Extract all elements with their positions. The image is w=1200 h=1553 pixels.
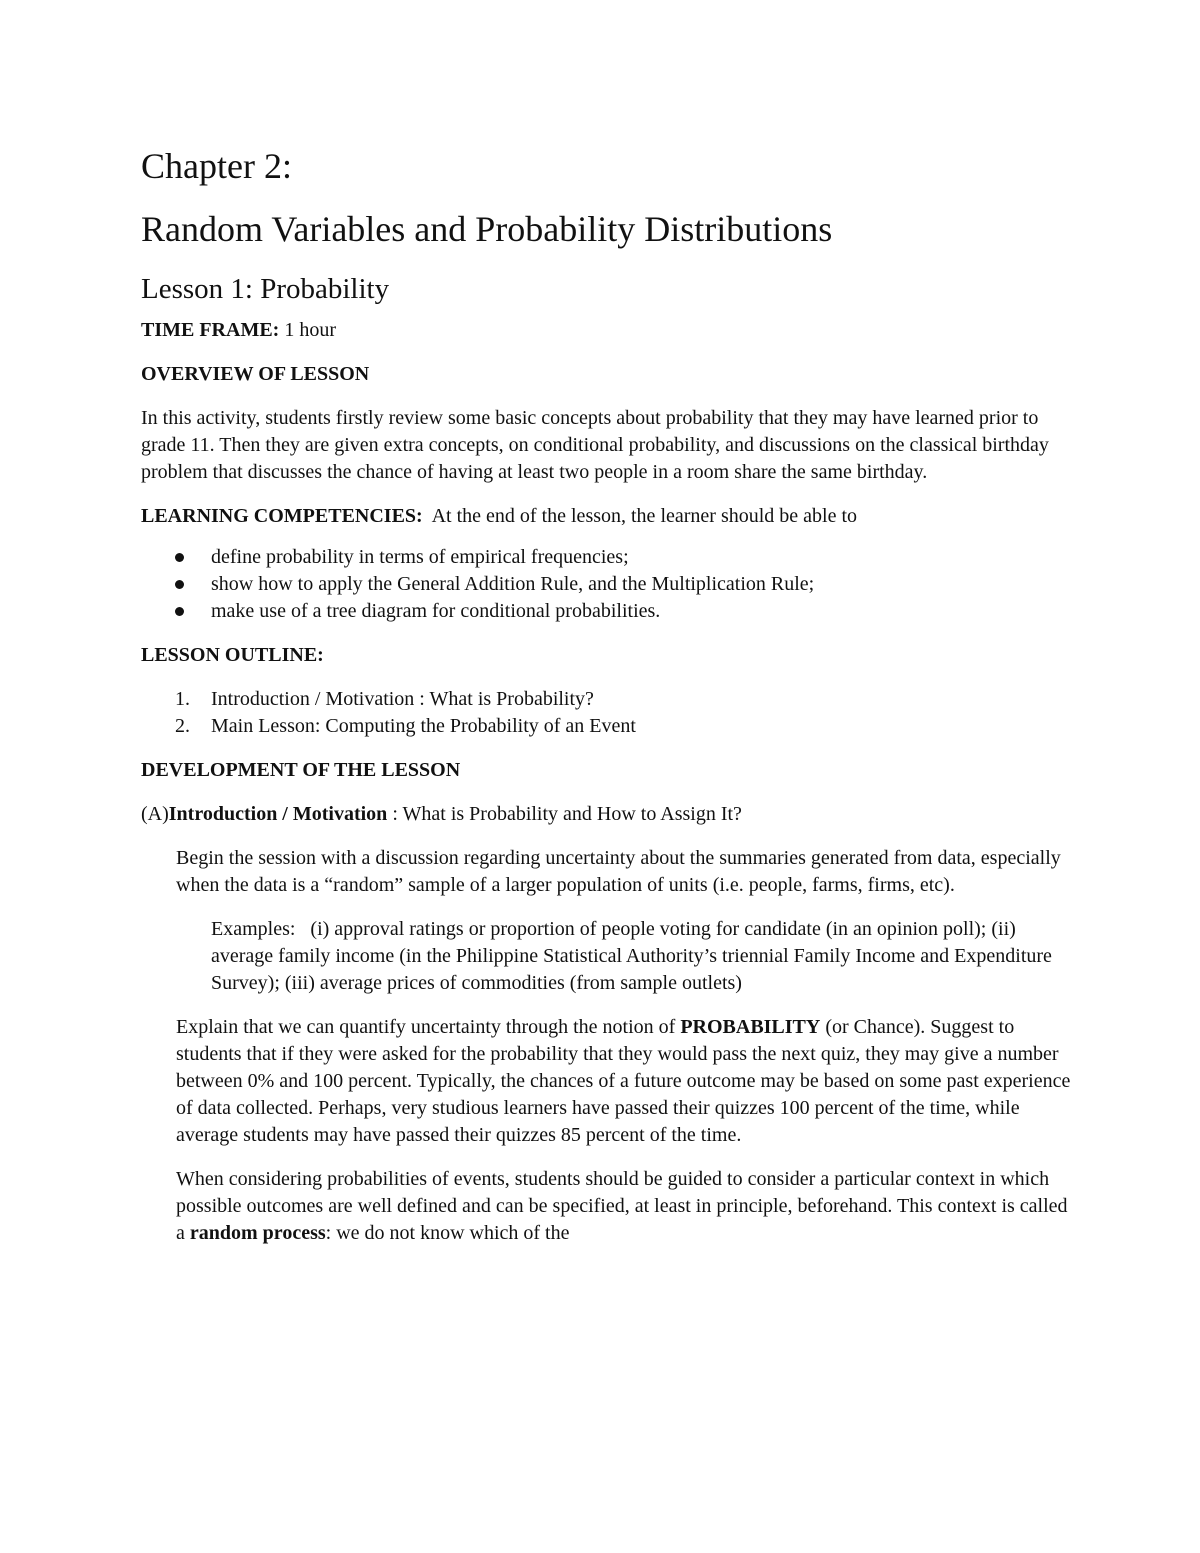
competencies-intro: At the end of the lesson, the learner should be able to: [422, 505, 858, 527]
list-item: [141, 713, 1071, 740]
probability-text-b: (or Chance). Suggest to students that if they were asked for the probability that they would pass the next quiz, they may give a number between 0% and 100 percent. Typically, the chances of a future outcome may be based on some past experience of data collected. Perhaps, very studious learners have passed their quizzes 100 percent of the time, while average students may have passed their quizzes 85 percent of the time.: [176, 1016, 1071, 1146]
bullet-icon: [175, 580, 184, 589]
overview-text: In this activity, students firstly review some basic concepts about probability that they may have learned prior to grade 11. Then they are given extra concepts, on conditional probability, and discussions on the classical birthday problem that discusses the chance of having at least two people in a room share the same birthday.: [141, 407, 1049, 483]
random-process-text-b: : we do not know which of the: [325, 1222, 570, 1244]
outline-list: [141, 686, 1071, 740]
list-item-text: make use of a tree diagram for conditional probabilities.: [211, 600, 661, 622]
section-a-heading: [141, 801, 1071, 828]
time-frame: [141, 317, 1071, 344]
bullet-icon: [175, 607, 184, 616]
chapter-title: Random Variables and Probability Distributions: [141, 209, 833, 249]
list-item: [141, 571, 1071, 598]
overview-heading: OVERVIEW OF LESSON: [141, 363, 370, 385]
list-item: [141, 544, 1071, 571]
outline-heading: LESSON OUTLINE:: [141, 644, 324, 666]
list-item-text: Introduction / Motivation : What is Probability?: [211, 688, 594, 710]
list-item-number: 2.: [175, 715, 190, 737]
bullet-icon: [175, 553, 184, 562]
random-process-term: random process: [189, 1222, 326, 1244]
probability-term: PROBABILITY: [680, 1016, 821, 1038]
random-process-text-a: When considering probabilities of events, students should be guided to consider a particular context in which possible outcomes are well defined and can be specified, at least in principle, beforehand. This context is called a: [176, 1168, 1068, 1244]
competencies-paragraph: [141, 503, 1071, 530]
list-item-text: Main Lesson: Computing the Probability of an Event: [211, 715, 636, 737]
section-a-rest: : What is Probability and How to Assign It?: [387, 803, 742, 825]
probability-text-a: Explain that we can quantify uncertainty through the notion of: [176, 1016, 681, 1038]
list-item: [141, 598, 1071, 625]
chapter-heading: Chapter 2:: [141, 146, 292, 186]
random-process-paragraph: [176, 1166, 1071, 1247]
probability-paragraph: [176, 1014, 1071, 1149]
time-frame-label: TIME FRAME:: [141, 319, 280, 341]
lesson-title: Lesson 1: Probability: [141, 273, 390, 305]
list-item-text: show how to apply the General Addition Rule, and the Multiplication Rule;: [211, 573, 815, 595]
development-heading: DEVELOPMENT OF THE LESSON: [141, 759, 461, 781]
list-item-text: define probability in terms of empirical frequencies;: [211, 546, 629, 568]
competencies-list: [141, 544, 1071, 625]
time-frame-value: 1 hour: [279, 319, 336, 341]
intro-paragraph: Begin the session with a discussion regarding uncertainty about the summaries generated from data, especially when the data is a “random” sample of a larger population of units (i.e. people, farms, firms, etc).: [176, 847, 1061, 896]
list-item: [141, 686, 1071, 713]
competencies-label: LEARNING COMPETENCIES:: [141, 505, 423, 527]
section-a-prefix: (A): [141, 803, 169, 825]
section-a-bold: Introduction / Motivation: [168, 803, 388, 825]
document-page: [141, 140, 1071, 1247]
list-item-number: 1.: [175, 688, 190, 710]
examples-paragraph: Examples: (i) approval ratings or proportion of people voting for candidate (in an opinion poll); (ii) average family income (in the Philippine Statistical Authority’s triennial Family Income and Expenditure Survey); (iii) average prices of commodities (from sample outlets): [211, 918, 1057, 994]
